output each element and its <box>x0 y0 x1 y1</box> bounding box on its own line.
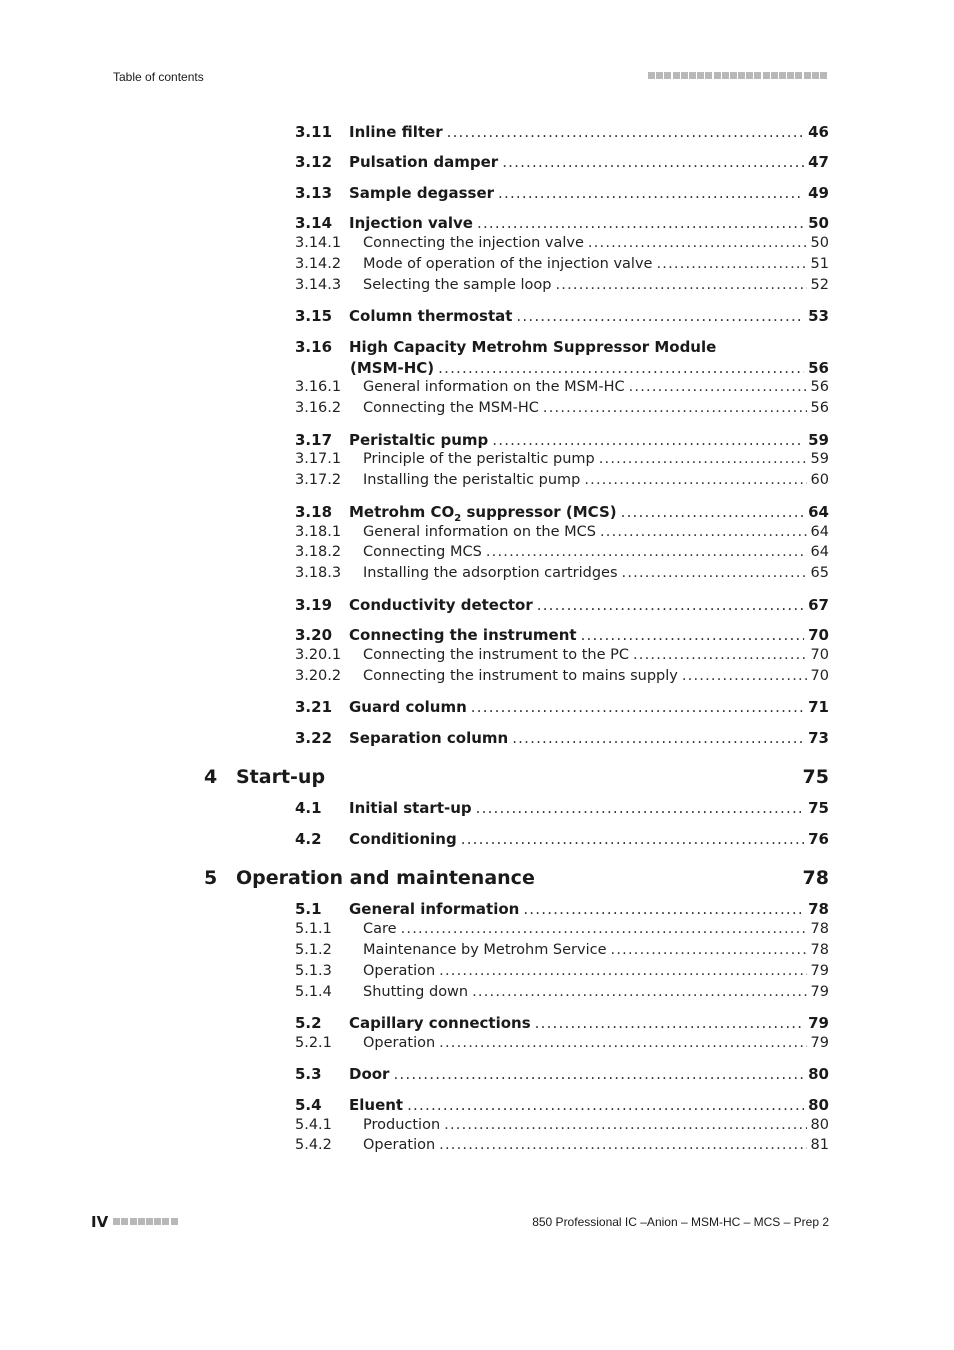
chapter-heading[interactable]: 5 Operation and maintenance 78 <box>204 867 829 889</box>
toc-subentry[interactable]: 3.16.2 Connecting the MSM-HC ..... 56 <box>295 400 829 416</box>
toc-subentry[interactable]: 5.4.2 Operation ..... 81 <box>295 1137 829 1153</box>
dot-leader <box>537 596 804 614</box>
dot-leader <box>471 698 804 716</box>
chapter-heading[interactable]: 4 Start-up 75 <box>204 766 829 788</box>
toc-subentry[interactable]: 5.1.4 Shutting down ..... 79 <box>295 984 829 1000</box>
dot-leader <box>512 729 804 747</box>
toc-subentry[interactable]: 3.20.2 Connecting the instrument to mains supply ..... 70 <box>295 668 829 684</box>
toc-subentry[interactable]: 3.14.2 Mode of operation of the injection valve ..... 51 <box>295 256 829 272</box>
dot-leader <box>401 921 807 937</box>
toc-entry[interactable]: 3.15 Column thermostat ..... 53 <box>295 307 829 325</box>
toc-entry[interactable]: 3.19 Conductivity detector ..... 67 <box>295 596 829 614</box>
dot-leader <box>584 472 806 488</box>
toc-entry[interactable]: 3.14 Injection valve ..... 50 <box>295 214 829 232</box>
toc-subentry[interactable]: 5.2.1 Operation ..... 79 <box>295 1035 829 1051</box>
dot-leader <box>629 379 807 395</box>
toc-entry[interactable]: 4.1 Initial start-up ..... 75 <box>295 799 829 817</box>
footer-decoration-squares <box>113 1218 177 1226</box>
toc-entry[interactable]: 4.2 Conditioning ..... 76 <box>295 830 829 848</box>
dot-leader <box>656 256 806 272</box>
toc-entry[interactable]: 3.21 Guard column ..... 71 <box>295 698 829 716</box>
dot-leader <box>492 431 804 449</box>
dot-leader <box>393 1065 804 1083</box>
dot-leader <box>516 307 804 325</box>
dot-leader <box>600 524 807 540</box>
dot-leader <box>439 1035 806 1051</box>
dot-leader <box>621 503 805 521</box>
dot-leader <box>407 1096 804 1114</box>
dot-leader <box>439 963 806 979</box>
footer-page-marker <box>91 1213 178 1231</box>
dot-leader <box>555 277 806 293</box>
dot-leader <box>682 668 807 684</box>
toc-subentry[interactable]: 5.1.3 Operation ..... 79 <box>295 963 829 979</box>
dot-leader <box>543 400 807 416</box>
page-number: IV <box>91 1213 109 1231</box>
toc-subentry[interactable]: 3.18.3 Installing the adsorption cartridges ..... 65 <box>295 565 829 581</box>
toc-entry[interactable]: 3.11 Inline filter ..... 46 <box>295 123 829 141</box>
dot-leader <box>444 1117 806 1133</box>
dot-leader <box>486 544 807 560</box>
dot-leader <box>535 1014 804 1032</box>
dot-leader <box>523 900 804 918</box>
toc-entry[interactable]: 3.17 Peristaltic pump ..... 59 <box>295 431 829 449</box>
dot-leader <box>633 647 807 663</box>
toc-entry[interactable]: 3.12 Pulsation damper ..... 47 <box>295 153 829 171</box>
dot-leader <box>461 830 804 848</box>
running-header: Table of contents <box>113 70 204 84</box>
toc-entry[interactable]: 5.2 Capillary connections ..... 79 <box>295 1014 829 1032</box>
dot-leader <box>588 235 807 251</box>
toc-subentry[interactable]: 3.17.1 Principle of the peristaltic pump ..... 59 <box>295 451 829 467</box>
dot-leader <box>622 565 807 581</box>
dot-leader <box>439 1137 806 1153</box>
dot-leader <box>472 984 806 1000</box>
toc-subentry[interactable]: 3.14.1 Connecting the injection valve ..... 50 <box>295 235 829 251</box>
toc-entry[interactable]: 3.13 Sample degasser ..... 49 <box>295 184 829 202</box>
toc-entry[interactable]: 3.22 Separation column ..... 73 <box>295 729 829 747</box>
dot-leader <box>498 184 804 202</box>
dot-leader <box>599 451 807 467</box>
toc-entry-second-line[interactable]: (MSM-HC) ..... 56 <box>350 359 829 377</box>
toc-entry[interactable]: 5.3 Door ..... 80 <box>295 1065 829 1083</box>
toc-entry[interactable]: 5.1 General information ..... 78 <box>295 900 829 918</box>
toc-subentry[interactable]: 3.18.2 Connecting MCS ..... 64 <box>295 544 829 560</box>
footer-product-name: 850 Professional IC –Anion – MSM-HC – MCS – Prep 2 <box>532 1215 829 1229</box>
toc-subentry[interactable]: 5.1.2 Maintenance by Metrohm Service ..... 78 <box>295 942 829 958</box>
dot-leader <box>447 123 805 141</box>
toc-subentry[interactable]: 5.4.1 Production ..... 80 <box>295 1117 829 1133</box>
toc-entry[interactable]: 5.4 Eluent ..... 80 <box>295 1096 829 1114</box>
toc-entry[interactable]: 3.20 Connecting the instrument ..... 70 <box>295 626 829 644</box>
dot-leader <box>438 359 804 377</box>
dot-leader <box>477 214 804 232</box>
toc-subentry[interactable]: 3.16.1 General information on the MSM-HC ..... 56 <box>295 379 829 395</box>
dot-leader <box>502 153 804 171</box>
dot-leader <box>581 626 805 644</box>
toc-entry-first-line[interactable]: 3.16 High Capacity Metrohm Suppressor Module <box>295 338 717 356</box>
toc-subentry[interactable]: 3.18.1 General information on the MCS ..... 64 <box>295 524 829 540</box>
co2-title: Metrohm $CO_2$ suppressor (MCS) <box>349 503 617 524</box>
toc-subentry[interactable]: 3.20.1 Connecting the instrument to the PC ..... 70 <box>295 647 829 663</box>
dot-leader <box>611 942 807 958</box>
toc-entry[interactable]: 3.18 Metrohm $CO_2$ suppressor (MCS) ..... 64 <box>295 503 829 524</box>
toc-subentry[interactable]: 3.14.3 Selecting the sample loop ..... 52 <box>295 277 829 293</box>
toc-subentry[interactable]: 3.17.2 Installing the peristaltic pump ..... 60 <box>295 472 829 488</box>
header-decoration-squares <box>648 72 829 80</box>
dot-leader <box>476 799 804 817</box>
toc-subentry[interactable]: 5.1.1 Care ..... 78 <box>295 921 829 937</box>
